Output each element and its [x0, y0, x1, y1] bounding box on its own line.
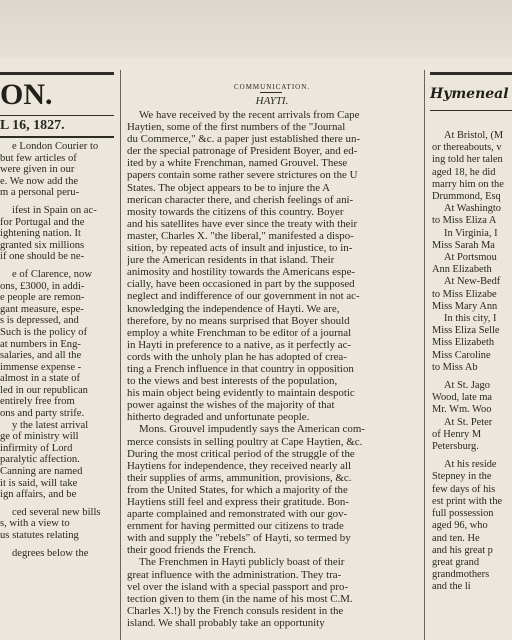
text-line: great grand: [432, 556, 480, 568]
text-line: were given in our: [0, 164, 75, 176]
text-line: Petersburg.: [432, 441, 479, 453]
text-line: to Miss Eliza A: [432, 215, 497, 227]
text-line: marry him on the: [432, 178, 504, 190]
text-line: ightening nation. It: [0, 228, 81, 240]
text-line: tection given to them (in the name of his most C.M.: [127, 592, 353, 605]
text-line: and the li: [432, 581, 471, 593]
text-line: At St. Peter: [444, 416, 493, 428]
text-line: full possession: [432, 508, 494, 520]
text-line: The Frenchmen in Hayti publicly boast of their: [139, 556, 345, 569]
text-line: neglect and indifference of our government in not ac-: [127, 290, 360, 303]
text-line: for Portugal and the: [0, 216, 85, 228]
text-line: to Miss Elizabe: [432, 288, 497, 300]
text-line: ons, £3000, in addi-: [0, 280, 85, 292]
left-masthead: [0, 78, 53, 112]
text-line: Charles X.!) by the French consuls resident in the: [127, 604, 344, 617]
text-line: to the views and best interests of the population,: [127, 375, 338, 388]
text-line: e London Courier to: [12, 141, 99, 152]
text-line: mosity towards the citizens of this country. Boyer: [127, 205, 344, 218]
text-line: infirmity of Lord: [0, 442, 73, 454]
text-line: their good friends the French.: [127, 544, 257, 557]
text-line: employ a white Frenchman to be editor of a journal: [127, 326, 352, 339]
left-rule-date: [0, 136, 114, 138]
text-line: with and supply the "rebels" of Hayti, so termed by: [127, 532, 351, 545]
text-line: Such is the policy of: [0, 326, 88, 338]
text-line: In this city, I: [444, 313, 497, 325]
column-rule-left: [120, 70, 121, 640]
left-column-text: [0, 141, 114, 640]
right-masthead-text: Hymeneal: [430, 86, 509, 102]
text-line: Miss Sarah Ma: [432, 239, 495, 251]
text-line: e. We now add the: [0, 175, 79, 187]
text-line: of Henry M: [432, 428, 482, 440]
text-line: ons and party strife.: [0, 408, 85, 420]
text-line: ting a French influence in that country in opposition: [127, 362, 354, 375]
text-line: Mr. Wm. Woo: [432, 404, 492, 416]
text-line: great influence with the administration. They tra-: [127, 568, 342, 581]
center-column-text: [127, 109, 419, 640]
text-line: jure the American residents in that island. Their: [127, 254, 335, 267]
center-kicker-rule: [260, 92, 282, 93]
text-line: few days of his: [432, 483, 496, 495]
text-line: almost in a state of: [0, 373, 81, 385]
text-line: paralytic affection.: [0, 454, 80, 466]
left-rule-mid: [0, 115, 114, 116]
text-line: cially, have been occasioned in part by the supposed: [127, 278, 355, 291]
text-line: ited by a white Frenchman, named Grouvel. These: [127, 157, 348, 170]
text-line: and his great p: [432, 544, 493, 556]
text-line: Miss Mary Ann: [432, 300, 498, 312]
text-line: and his satellites have ever since the treaty with their: [127, 217, 358, 230]
right-column-text: [432, 130, 512, 640]
text-line: but few articles of: [0, 152, 77, 164]
text-line: island. We shall probably take an opportunity: [127, 616, 325, 629]
text-line: their supplies of arms, ammunition, provisions, &c.: [127, 471, 352, 484]
text-line: ing told her talen: [432, 154, 503, 166]
text-line: power against the wishes of the majority of that: [127, 399, 335, 412]
text-line: During the most critical period of the struggle of the: [127, 447, 355, 460]
text-line: or thereabouts, v: [432, 142, 502, 154]
text-line: Canning are named: [0, 466, 83, 478]
text-line: At Washingto: [444, 203, 501, 215]
text-line: granted six millions: [0, 239, 85, 251]
text-line: master, Charles X. "the liberal," manifested a dispo-: [127, 229, 354, 242]
text-line: degrees below the: [12, 547, 89, 559]
column-rule-right: [424, 70, 425, 640]
text-line: sition, by repeated acts of insult and injustice, to in-: [127, 242, 353, 255]
text-line: gant measure, espe-: [0, 303, 84, 315]
center-kicker-text: COMMUNICATION.: [233, 83, 311, 91]
left-date: [0, 118, 114, 134]
text-line: est print with the: [432, 495, 503, 507]
text-line: aparte complained and remonstrated with our gov-: [127, 508, 348, 521]
text-line: Haytiens for independence, they received nearly all: [127, 459, 352, 472]
text-line: cords with the unholy plan he has adopted of crea-: [127, 350, 347, 363]
text-line: Miss Elizabeth: [432, 337, 495, 349]
text-line: us statutes relating: [0, 530, 79, 541]
text-line: m a personal peru-: [0, 187, 80, 199]
text-line: therefore, by no means surprised that Boyer should: [127, 314, 350, 327]
text-line: aged 96, who: [432, 520, 488, 532]
text-line: At St. Jago: [444, 380, 490, 392]
text-line: y the latest arrival: [12, 419, 89, 431]
right-rule-masthead: [430, 110, 512, 111]
text-line: merce consists in selling poultry at Cape Haytien, &c.: [127, 435, 363, 448]
right-masthead: [430, 86, 509, 102]
text-line: his main object being evidently to maintain despotic: [127, 387, 355, 400]
text-line: if one should be ne-: [0, 251, 85, 263]
text-line: to Miss Ab: [432, 361, 478, 373]
text-line: States. The object appears to be to injure the A: [127, 181, 331, 194]
text-line: Haytien, some of the first numbers of the "Journal: [127, 121, 346, 134]
text-line: At Bristol, (M: [444, 130, 504, 141]
right-rule-top: [430, 72, 512, 75]
text-line: animosity and hostility towards the Americans espe-: [127, 266, 356, 279]
text-line: Drummond, Esq: [432, 191, 501, 203]
text-line: du Commerce," &c. a paper just established there un-: [127, 133, 361, 146]
text-line: it is said, will take: [0, 477, 78, 489]
text-line: and ten. He: [432, 532, 480, 544]
text-line: knowledging the independence of Hayti. We are,: [127, 302, 340, 315]
page-top-margin: [0, 0, 512, 58]
text-line: Mons. Grouvel impudently says the American com-: [139, 423, 365, 436]
text-line: ge of ministry will: [0, 431, 79, 443]
text-line: led in our republican: [0, 384, 88, 396]
text-line: ernment for having permitted our citizens to trade: [127, 520, 344, 533]
text-line: Miss Eliza Selle: [432, 325, 500, 337]
text-line: Miss Caroline: [432, 349, 491, 361]
text-line: ifest in Spain on ac-: [12, 204, 97, 216]
text-line: ced several new bills: [12, 506, 101, 518]
text-line: Ann Elizabeth: [432, 264, 492, 276]
text-line: e of Clarence, now: [12, 268, 93, 280]
left-rule-top: [0, 72, 114, 75]
text-line: immense expense -: [0, 361, 82, 373]
text-line: hitherto degraded and unfortunate people.: [127, 411, 310, 424]
text-line: papers contain some rather severe strictures on the U: [127, 169, 358, 182]
text-line: At Portsmou: [444, 252, 497, 264]
text-line: merican character there, and cherish feelings of ani-: [127, 193, 354, 206]
text-line: At New-Bedf: [444, 276, 501, 288]
text-line: der the special patronage of President Boyer, and ed-: [127, 145, 358, 158]
text-line: at numbers in Eng-: [0, 338, 81, 350]
center-title: [126, 96, 418, 108]
center-title-text: HAYTI.: [255, 96, 289, 107]
text-line: s is depressed, and: [0, 315, 79, 327]
text-line: grandmothers: [432, 569, 490, 581]
text-line: aged 18, he did: [432, 166, 496, 178]
text-line: At his reside: [444, 459, 497, 471]
text-line: Wood, late ma: [432, 392, 493, 404]
text-line: in Hayti in preference to a native, as it perfectly ac-: [127, 338, 352, 351]
text-line: vel over the island with a special passport and pro-: [127, 580, 349, 593]
text-line: s, with a view to: [0, 518, 70, 530]
left-date-text: L 16, 1827.: [0, 118, 65, 133]
text-line: We have received by the recent arrivals from Cape: [139, 109, 360, 121]
text-line: ign affairs, and be: [0, 489, 77, 501]
left-masthead-text: ON.: [0, 78, 53, 111]
text-line: entirely free from: [0, 396, 75, 408]
text-line: In Virginia, I: [444, 227, 498, 239]
text-line: salaries, and all the: [0, 350, 82, 362]
text-line: from the United States, for which a majority of the: [127, 483, 348, 496]
text-line: Haytiens still feel and express their gratitude. Bon-: [127, 496, 349, 508]
text-line: e people are remon-: [0, 292, 85, 304]
text-line: Stepney in the: [432, 471, 492, 483]
